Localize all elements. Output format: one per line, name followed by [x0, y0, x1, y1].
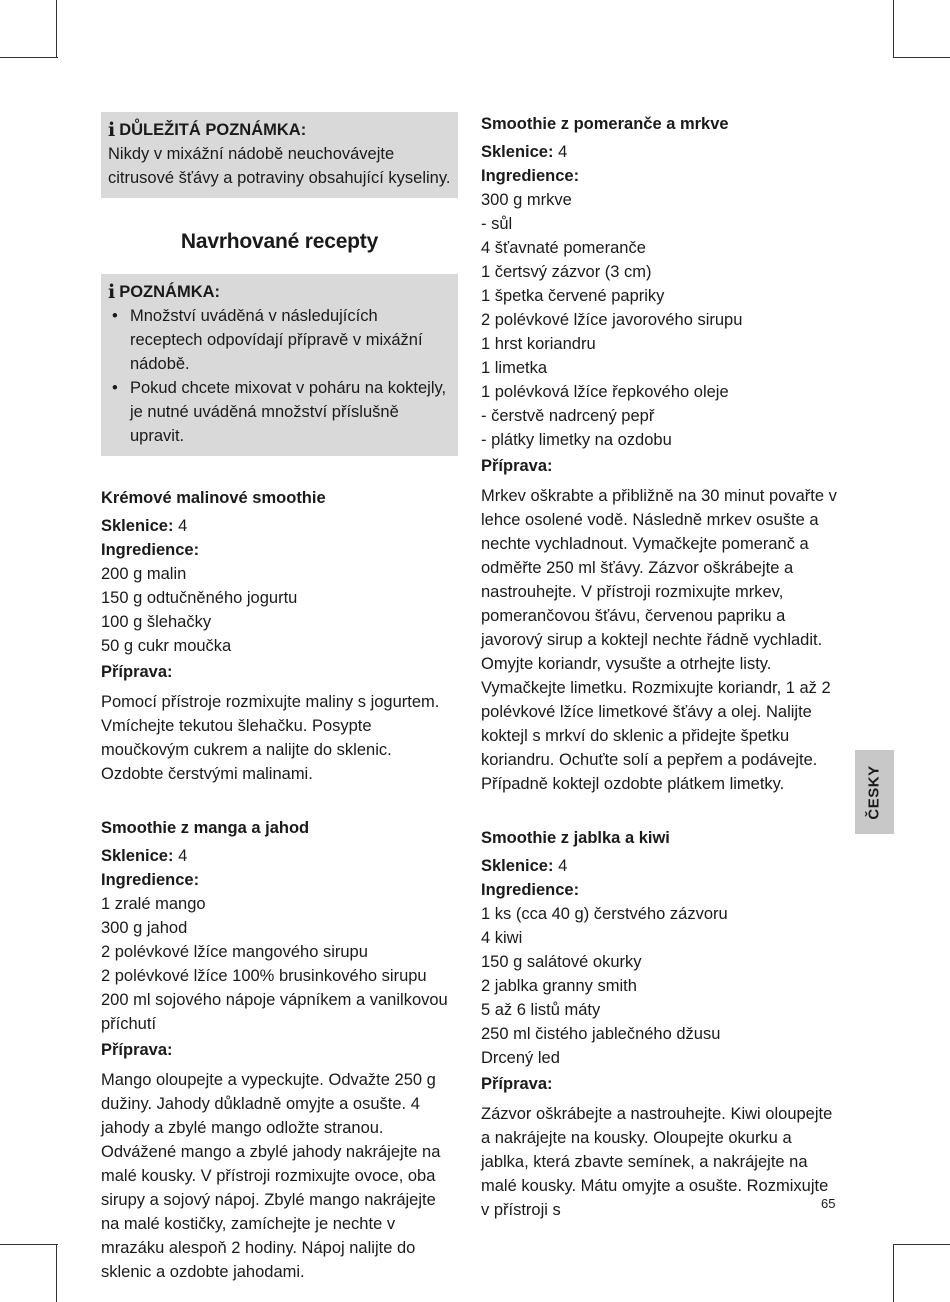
ingredients-label: Ingredience:	[101, 541, 200, 559]
glasses-label: Sklenice:	[481, 143, 554, 161]
crop-mark	[893, 1244, 894, 1302]
note-item: • Pokud chcete mixovat v poháru na koktejly, je nutné uváděná množství příslušně upravit.	[108, 376, 451, 448]
important-note-text: Nikdy v mixážní nádobě neuchovávejte citrusové šťávy a potraviny obsahující kyseliny.	[108, 145, 451, 187]
recipe-glasses	[101, 514, 458, 538]
ingredients-label: Ingredience:	[101, 871, 200, 889]
ingredient: 150 g odtučněného jogurtu	[101, 589, 298, 607]
preparation-label: Příprava:	[101, 1041, 173, 1059]
ingredient: 100 g šlehačky	[101, 613, 212, 631]
note-box	[101, 274, 458, 456]
recipe-title: Krémové malinové smoothie	[101, 489, 326, 507]
recipe-glasses	[481, 854, 841, 878]
ingredient: 250 ml čistého jablečného džusu	[481, 1025, 721, 1043]
preparation-label: Příprava:	[101, 663, 173, 681]
ingredient: 1 zralé mango	[101, 895, 206, 913]
glasses-value: 4	[558, 143, 568, 161]
glasses-label: Sklenice:	[481, 857, 554, 875]
recipe-title: Smoothie z manga a jahod	[101, 819, 310, 837]
preparation-label: Příprava:	[481, 457, 553, 475]
ingredient: Drcený led	[481, 1049, 560, 1067]
glasses-label: Sklenice:	[101, 517, 174, 535]
ingredient: 4 kiwi	[481, 929, 523, 947]
crop-mark	[0, 57, 58, 58]
crop-mark	[893, 1244, 950, 1245]
info-icon: i	[108, 119, 116, 141]
crop-mark	[893, 0, 894, 58]
page-number: 65	[821, 1196, 836, 1211]
preparation-text: Mrkev oškrabte a přibližně na 30 minut povařte v lehce osolené vodě. Následně mrkev osušte a nechte vychladnout. Vymačkejte pomeranč a odměřte 250 ml šťávy. Zázvor oškrábejte a nastrouhejte. V přístroji rozmixujte mrkev, pomerančovou šťávu, červenou papriku a javorový sirup a koktejl nechte řádně vychladit. Omyjte koriandr, vysušte a otrhejte listy. Vymačkejte limetku. Rozmixujte koriandr, 1 až 2 polévkové lžíce limetkové šťávy a olej. Nalijte koktejl s mrkví do sklenic a přidejte špetku koriandru. Ochuťte solí a pepřem a podávejte. Případně koktejl ozdobte plátkem limetky.	[481, 487, 837, 793]
preparation-text: Pomocí přístroje rozmixujte maliny s jogurtem. Vmíchejte tekutou šlehačku. Posypte moučkovým cukrem a nalijte do sklenic. Ozdobte čerstvými malinami.	[101, 693, 440, 783]
crop-mark	[0, 1244, 58, 1245]
ingredient: 1 čertsvý zázvor (3 cm)	[481, 263, 652, 281]
recipe-glasses	[481, 140, 841, 164]
ingredients-label: Ingredience:	[481, 881, 580, 899]
note-list	[108, 304, 451, 448]
crop-mark	[56, 1244, 57, 1302]
glasses-label: Sklenice:	[101, 847, 174, 865]
note-heading	[108, 280, 451, 304]
ingredient: 1 hrst koriandru	[481, 335, 596, 353]
ingredient: 1 ks (cca 40 g) čerstvého zázvoru	[481, 905, 728, 923]
recipe-title: Smoothie z pomeranče a mrkve	[481, 115, 729, 133]
note-title: POZNÁMKA:	[119, 283, 221, 301]
ingredient: - sůl	[481, 215, 513, 233]
glasses-value: 4	[178, 517, 188, 535]
glasses-value: 4	[558, 857, 568, 875]
ingredient: 50 g cukr moučka	[101, 637, 232, 655]
recipe	[101, 486, 458, 786]
ingredient: 300 g mrkve	[481, 191, 572, 209]
ingredient: 5 až 6 listů máty	[481, 1001, 601, 1019]
ingredient: - čerstvě nadrcený pepř	[481, 407, 655, 425]
recipe	[481, 112, 841, 796]
important-note-box	[101, 112, 458, 198]
important-note-heading	[108, 118, 451, 142]
ingredient: 1 polévková lžíce řepkového oleje	[481, 383, 729, 401]
ingredient: 2 polévkové lžíce mangového sirupu	[101, 943, 368, 961]
preparation-text: Mango oloupejte a vypeckujte. Odvažte 250 g dužiny. Jahody důkladně omyjte a osušte. 4 jahody a zbylé mango odložte stranou. Odvážené mango a zbylé jahody nakrájejte na malé kousky. V přístroji rozmixujte ovoce, oba sirupy a sojový nápoj. Zbylé mango nakrájejte na malé kostičky, zamíchejte je nechte v mrazáku alespoň 2 hodiny. Nápoj nalijte do sklenic a ozdobte jahodami.	[101, 1071, 441, 1281]
section-title: Navrhované recepty	[180, 230, 379, 253]
crop-mark	[893, 57, 950, 58]
ingredient: 1 limetka	[481, 359, 548, 377]
ingredient: 2 jablka granny smith	[481, 977, 637, 995]
info-icon: i	[108, 281, 116, 303]
preparation-text: Zázvor oškrábejte a nastrouhejte. Kiwi oloupejte a nakrájejte na kousky. Oloupejte okurku a jablka, která zbavte semínek, a nakrájejte na malé kousky. Mátu omyjte a osušte. Rozmixujte v přístroji s	[481, 1105, 833, 1219]
important-note-title: DŮLEŽITÁ POZNÁMKA:	[119, 121, 307, 139]
crop-mark	[56, 0, 57, 58]
recipe	[481, 826, 841, 1222]
ingredient: 4 šťavnaté pomeranče	[481, 239, 646, 257]
ingredient: 150 g salátové okurky	[481, 953, 642, 971]
ingredient: 1 špetka červené papriky	[481, 287, 665, 305]
ingredient: 2 polévkové lžíce javorového sirupu	[481, 311, 743, 329]
language-tab	[855, 750, 894, 834]
recipe-title: Smoothie z jablka a kiwi	[481, 829, 670, 847]
ingredient: 200 ml sojového nápoje vápníkem a vanilkovou příchutí	[101, 991, 448, 1033]
ingredient: 2 polévkové lžíce 100% brusinkového sirupu	[101, 967, 427, 985]
ingredient: 300 g jahod	[101, 919, 188, 937]
language-tab-label: ČESKY	[866, 764, 883, 820]
recipe-glasses	[101, 844, 458, 868]
left-column	[101, 112, 458, 1284]
glasses-value: 4	[178, 847, 188, 865]
ingredient: - plátky limetky na ozdobu	[481, 431, 672, 449]
recipe	[101, 816, 458, 1284]
ingredient: 200 g malin	[101, 565, 187, 583]
ingredients-label: Ingredience:	[481, 167, 580, 185]
note-item: • Množství uváděná v následujících receptech odpovídají přípravě v mixážní nádobě.	[108, 304, 451, 376]
right-column	[481, 112, 841, 1222]
preparation-label: Příprava:	[481, 1075, 553, 1093]
